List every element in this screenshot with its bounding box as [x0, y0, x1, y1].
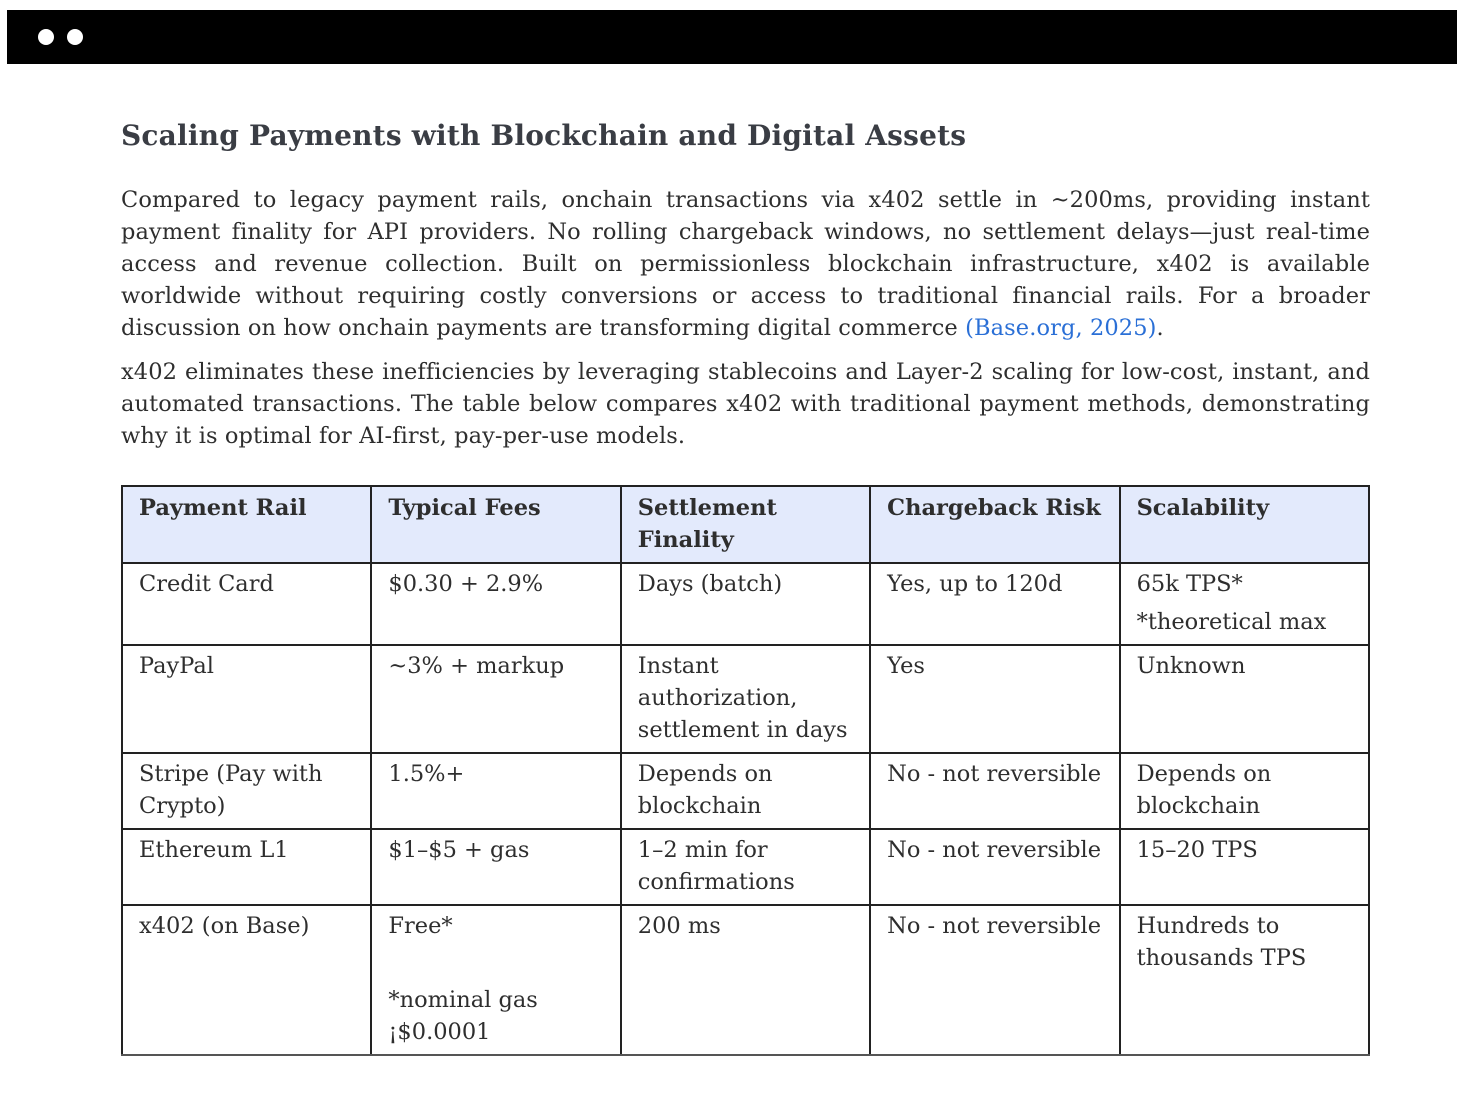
cell-settlement-finality: 1–2 min for confirmations [621, 829, 870, 905]
cell-settlement-finality: Instant authorization, settlement in days [621, 645, 870, 753]
cell-typical-fees: $1–$5 + gas [371, 829, 620, 905]
section-title: Scaling Payments with Blockchain and Digital Assets [121, 119, 967, 152]
table-row [122, 563, 1369, 645]
cell-settlement-finality: 200 ms [621, 905, 870, 1055]
header-scalability: Scalability [1120, 486, 1369, 563]
cell-typical-fees: 1.5%+ [371, 753, 620, 829]
cell-payment-rail: PayPal [122, 645, 371, 753]
header-typical-fees: Typical Fees [371, 486, 620, 563]
cell-typical-fees: ~3% + markup [371, 645, 620, 753]
cell-chargeback-risk: Yes [870, 645, 1119, 753]
cell-payment-rail: Stripe (Pay with Crypto) [122, 753, 371, 829]
cell-scalability: 15–20 TPS [1120, 829, 1369, 905]
cell-scalability-value: 65k TPS* [1136, 571, 1243, 597]
paragraph-intro-text: Compared to legacy payment rails, onchain transactions via x402 settle in ~200ms, providing instant payment finality for API providers. No rolling chargeback windows, no settlement delays—just real-time access and revenue collection. Built on permissionless blockchain infrastructure, x402 is available worldwide without requiring costly conversions or access to traditional financial rails. For a broader discussion on how onchain payments are transforming digital commerce [121, 187, 1370, 341]
cell-settlement-finality: Days (batch) [621, 563, 870, 645]
table-row [122, 645, 1369, 753]
document-body [121, 112, 1370, 464]
window-control-dot-icon[interactable] [38, 29, 54, 45]
cell-chargeback-risk: No - not reversible [870, 905, 1119, 1055]
table-row [122, 829, 1369, 905]
cell-scalability: Unknown [1120, 645, 1369, 753]
table-header-row [122, 486, 1369, 563]
paragraph-intro-end: . [1156, 315, 1164, 341]
header-payment-rail: Payment Rail [122, 486, 371, 563]
paragraph-intro [121, 184, 1370, 344]
cell-typical-fees-value: Free* [388, 913, 453, 939]
cell-typical-fees [371, 905, 620, 1055]
table-row [122, 905, 1369, 1055]
cell-scalability: Hundreds to thousands TPS [1120, 905, 1369, 1055]
cell-payment-rail: Ethereum L1 [122, 829, 371, 905]
window-control-dot-icon[interactable] [67, 29, 83, 45]
header-settlement-finality: Settlement Finality [621, 486, 870, 563]
payment-comparison-table [121, 485, 1370, 1056]
header-chargeback-risk: Chargeback Risk [870, 486, 1119, 563]
citation-link[interactable]: (Base.org, 2025) [965, 315, 1157, 341]
window-title-bar [7, 10, 1457, 64]
cell-chargeback-risk: No - not reversible [870, 753, 1119, 829]
cell-payment-rail: x402 (on Base) [122, 905, 371, 1055]
cell-settlement-finality: Depends on blockchain [621, 753, 870, 829]
cell-footnote: *nominal gas ¡$0.0001 [388, 987, 538, 1045]
cell-scalability: Depends on blockchain [1120, 753, 1369, 829]
cell-scalability [1120, 563, 1369, 645]
table-row [122, 753, 1369, 829]
cell-payment-rail: Credit Card [122, 563, 371, 645]
cell-typical-fees: $0.30 + 2.9% [371, 563, 620, 645]
cell-chargeback-risk: No - not reversible [870, 829, 1119, 905]
cell-footnote: *theoretical max [1136, 609, 1327, 635]
paragraph-comparison: x402 eliminates these inefficiencies by leveraging stablecoins and Layer-2 scaling for low-cost, instant, and automated transactions. The table below compares x402 with traditional payment methods, demonstrating why it is optimal for AI-first, pay-per-use models. [121, 359, 1370, 449]
cell-chargeback-risk: Yes, up to 120d [870, 563, 1119, 645]
